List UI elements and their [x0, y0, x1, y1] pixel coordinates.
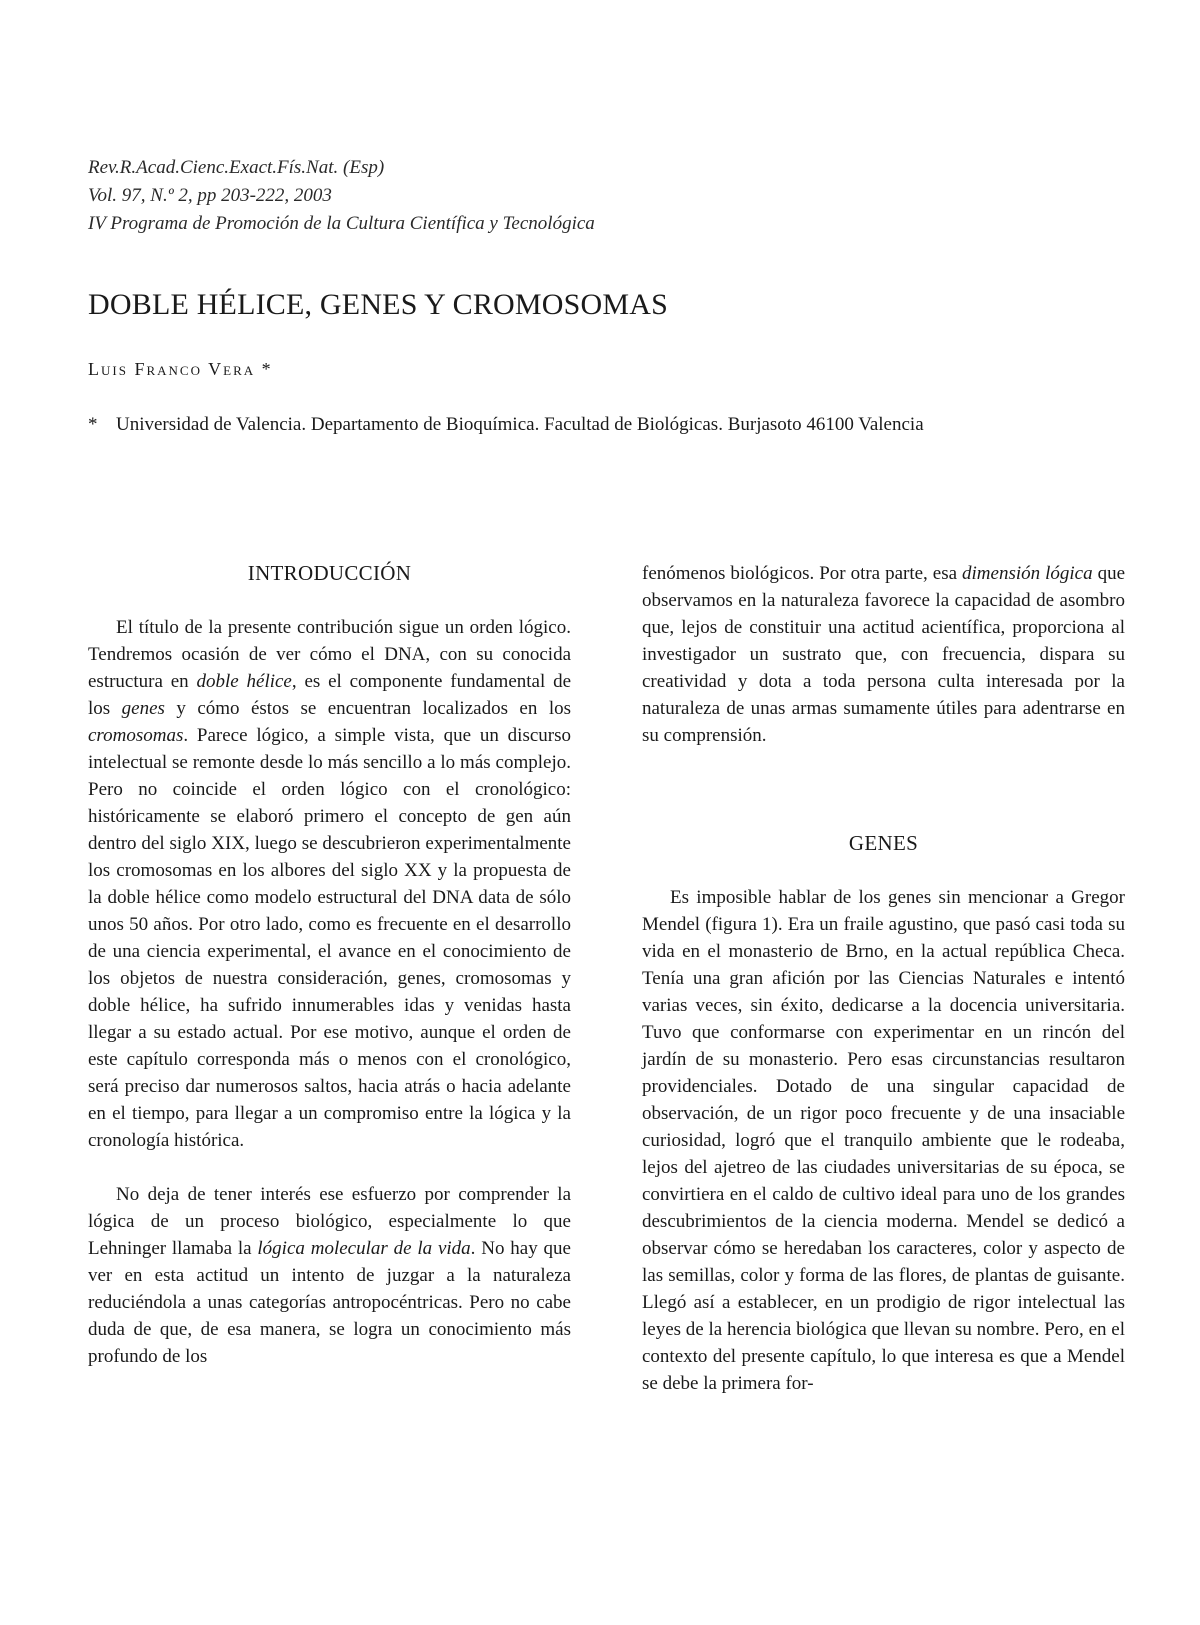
- journal-citation: [88, 154, 788, 238]
- affiliation-text: Universidad de Valencia. Departamento de Bioquímica. Facultad de Biológicas. Burjasoto 46100 Valencia: [116, 414, 924, 435]
- right-column: [642, 560, 1125, 1397]
- genes-paragraph-1: Es imposible hablar de los genes sin mencionar a Gregor Mendel (figura 1). Era un fraile agustino, que pasó casi toda su vida en el monasterio de Brno, en la actual república Checa. Tenía una gran afición por las Ciencias Naturales e intentó varias veces, sin éxito, dedicarse a la docencia universitaria. Tuvo que conformarse con experimentar en un rincón del jardín de su monasterio. Pero esas circunstancias resultaron providenciales. Dotado de una singular capacidad de observación, de un rigor poco frecuente y de una insaciable curiosidad, logró que el tranquilo ambiente que le rodeaba, lejos del ajetreo de las ciudades universitarias de su época, se convirtiera en el caldo de cultivo ideal para uno de los grandes descubrimientos de la ciencia moderna. Mendel se dedicó a observar cómo se heredaban los caracteres, color y aspecto de las semillas, color y forma de las flores, de plantas de guisante. Llegó así a establecer, en un prodigio de rigor intelectual las leyes de la herencia biológica que llevan su nombre. Pero, en el contexto del presente capítulo, lo que interesa es que a Mendel se debe la primera for-: [642, 887, 1125, 1394]
- left-column: [88, 560, 571, 1370]
- author-affiliation: [88, 412, 924, 438]
- intro-paragraph-1: El título de la presente contribución sigue un orden lógico. Tendremos ocasión de ver cómo el DNA, con su conocida estructura en doble hélice, es el componente fundamental de los genes y cómo éstos se encuentran localizados en los cromosomas. Parece lógico, a simple vista, que un discurso intelectual se remonte desde lo más sencillo a lo más complejo. Pero no coincide el orden lógico con el cronológico: históricamente se elaboró primero el concepto de gen aún dentro del siglo XIX, luego se descubrieron experimentalmente los cromosomas en los albores del siglo XX y la propuesta de la doble hélice como modelo estructural del DNA data de sólo unos 50 años. Por otro lado, como es frecuente en el desarrollo de una ciencia experimental, el avance en el conocimiento de los objetos de nuestra consideración, genes, cromosomas y doble hélice, ha sufrido innumerables idas y venidas hasta llegar a su estado actual. Por ese motivo, aunque el orden de este capítulo corresponda más o menos con el cronológico, será preciso dar numerosos saltos, hacia atrás o hacia adelante en el tiempo, para llegar a un compromiso entre la lógica y la cronología histórica.: [88, 617, 571, 1151]
- affiliation-marker: *: [88, 414, 98, 435]
- section-heading-genes: GENES: [848, 831, 919, 855]
- journal-program: IV Programa de Promoción de la Cultura Científica y Tecnológica: [88, 213, 595, 234]
- journal-volume: Vol. 97, N.º 2, pp 203-222, 2003: [88, 185, 332, 206]
- term-cromosomas: cromosomas: [88, 725, 184, 746]
- article-author: Luis Franco Vera *: [88, 359, 273, 379]
- journal-name: Rev.R.Acad.Cienc.Exact.Fís.Nat. (Esp): [88, 157, 385, 178]
- intro-paragraph-2: No deja de tener interés ese esfuerzo por comprender la lógica de un proceso biológico, especialmente lo que Lehninger llamaba la lógica molecular de la vida. No hay que ver en esta actitud un intento de juzgar a la naturaleza reduciéndola a unas categorías antropocéntricas. Pero no cabe duda de que, de esa manera, se logra un conocimiento más profundo de los: [88, 1184, 571, 1367]
- article-title: DOBLE HÉLICE, GENES Y CROMOSOMAS: [88, 288, 669, 321]
- term-genes: genes: [121, 698, 165, 719]
- term-dimension-logica: dimensión lógica: [962, 563, 1093, 584]
- term-logica-molecular: lógica molecular de la vida: [257, 1238, 471, 1259]
- intro-paragraph-2-continued: fenómenos biológicos. Por otra parte, esa dimensión lógica que observamos en la naturaleza favorece la capacidad de asombro que, lejos de constituir una actitud acientífica, proporciona al investigador un sustrato que, con frecuencia, dispara su creatividad y dota a toda persona culta interesada por la naturaleza de unas armas sumamente útiles para adentrarse en su comprensión.: [642, 563, 1125, 746]
- section-heading-introduccion: INTRODUCCIÓN: [247, 561, 412, 585]
- term-doble-helice: doble hélice: [196, 671, 292, 692]
